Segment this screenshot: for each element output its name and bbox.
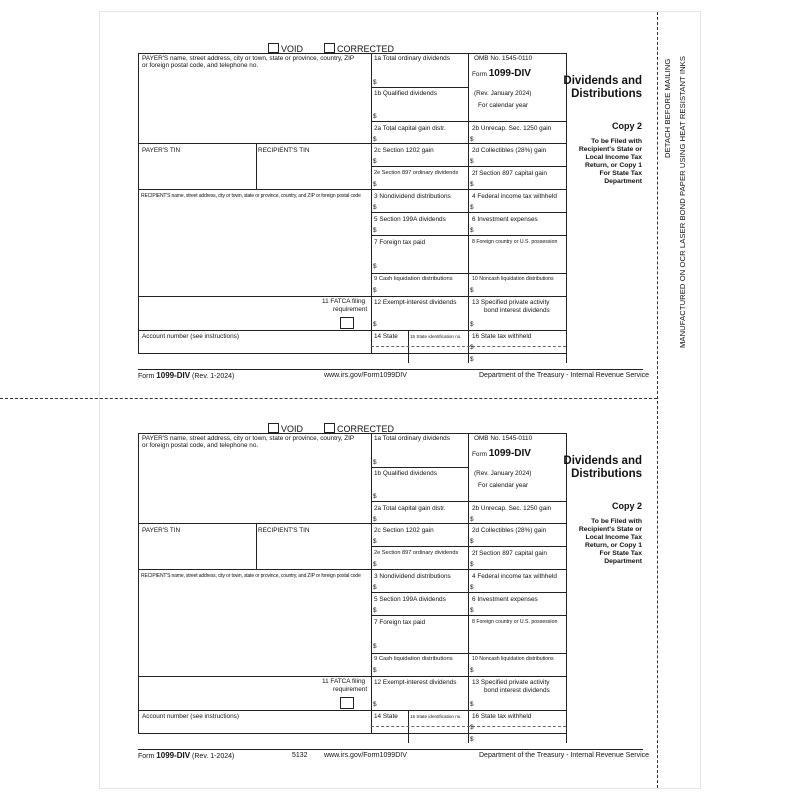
box-1b-label: 1b Qualified dividends (374, 470, 437, 477)
box-4-label: 4 Federal income tax withheld (472, 193, 557, 200)
box-12-dollar: $ (373, 701, 377, 708)
void-checkbox[interactable] (268, 423, 279, 433)
box-3-label: 3 Nondividend distributions (374, 573, 451, 580)
box-16-label: 16 State tax withheld (472, 333, 532, 340)
revision-date: (Rev. January 2024) (474, 470, 532, 477)
payer-name-label: PAYER'S name, street address, city or town, state or province, country, ZIP (142, 55, 355, 62)
detach-label: DETACH BEFORE MAILING (663, 58, 672, 158)
account-number-label: Account number (see instructions) (142, 333, 239, 340)
box-14-label: 14 State (374, 333, 398, 340)
box-1b-dollar: $ (373, 113, 377, 120)
box-15-label: 15 State identification no. (410, 714, 462, 719)
corrected-label: CORRECTED (337, 44, 395, 54)
payer-name-label-2: or foreign postal code, and telephone no. (142, 442, 259, 449)
box-10-dollar: $ (470, 667, 474, 674)
box-1a-label: 1a Total ordinary dividends (374, 435, 450, 442)
box-1a-dollar: $ (373, 79, 377, 86)
detach-perforation-horizontal (0, 398, 657, 399)
box-2b-label: 2b Unrecap. Sec. 1250 gain (472, 505, 552, 512)
fatca-label: 11 FATCA filing (322, 678, 366, 685)
box-9-label: 9 Cash liquidation distributions (374, 276, 453, 282)
box-6-label: 6 Investment expenses (472, 596, 538, 603)
footer-department: Department of the Treasury - Internal Revenue Service (479, 752, 650, 759)
footer-revision: (Rev. 1-2024) (192, 753, 235, 760)
calendar-year-label: For calendar year (478, 482, 529, 489)
box-13-label-2: bond interest dividends (484, 687, 550, 694)
box-2d-label: 2d Collectibles (28%) gain (472, 527, 547, 534)
recipient-tin-field[interactable] (258, 155, 368, 187)
corrected-checkbox[interactable] (324, 43, 335, 53)
box-16-dollar: $ (470, 724, 474, 731)
box-2f-label: 2f Section 897 capital gain (472, 170, 547, 177)
form-name: 1099-DIV (488, 68, 531, 79)
form-title: Dividends and Distributions (563, 455, 642, 480)
box-12-dollar: $ (373, 321, 377, 328)
box-16-dollar-2: $ (470, 356, 474, 363)
box-2f-label: 2f Section 897 capital gain (472, 550, 547, 557)
box-4-label: 4 Federal income tax withheld (472, 573, 557, 580)
corrected-label: CORRECTED (337, 424, 395, 434)
box-2d-dollar: $ (470, 538, 474, 545)
footer-code: 5132 (292, 752, 308, 759)
corrected-checkbox[interactable] (324, 423, 335, 433)
box-10-label: 10 Noncash liquidation distributions (472, 656, 554, 662)
payer-name-label-2: or foreign postal code, and telephone no. (142, 62, 259, 69)
box-2d-dollar: $ (470, 158, 474, 165)
payer-tin-field[interactable] (140, 535, 254, 567)
box-2b-dollar: $ (470, 516, 474, 523)
box-2a-dollar: $ (373, 516, 377, 523)
box-2c-dollar: $ (373, 158, 377, 165)
calendar-year-label: For calendar year (478, 102, 529, 109)
box-13-label-2: bond interest dividends (484, 307, 550, 314)
fatca-label-2: requirement (333, 686, 368, 693)
footer-url[interactable]: www.irs.gov/Form1099DIV (324, 752, 407, 759)
revision-date: (Rev. January 2024) (474, 90, 532, 97)
calendar-year-field[interactable] (470, 110, 564, 120)
box-3-label: 3 Nondividend distributions (374, 193, 451, 200)
footer-form-name: 1099-DIV (156, 371, 191, 380)
payer-tin-label: PAYER'S TIN (142, 527, 181, 534)
account-number-field[interactable] (140, 721, 368, 732)
recipient-tin-label: RECIPIENT'S TIN (258, 147, 310, 154)
footer-form-name: 1099-DIV (156, 751, 191, 760)
void-label: VOID (281, 44, 304, 54)
manufacture-note: MANUFACTURED ON OCR LASER BOND PAPER USING HEAT RESISTANT INKS (678, 56, 687, 348)
box-13-dollar: $ (470, 701, 474, 708)
recipient-tin-label: RECIPIENT'S TIN (258, 527, 310, 534)
box-15-label: 15 State identification no. (410, 334, 462, 339)
box-5-label: 5 Section 199A dividends (374, 596, 446, 603)
fatca-label-2: requirement (333, 306, 368, 313)
box-7-dollar: $ (373, 643, 377, 650)
box-2b-dollar: $ (470, 136, 474, 143)
void-label: VOID (281, 424, 304, 434)
box-5-dollar: $ (373, 227, 377, 234)
box-2f-dollar: $ (470, 181, 474, 188)
box-9-label: 9 Cash liquidation distributions (374, 656, 453, 662)
box-2a-label: 2a Total capital gain distr. (374, 125, 446, 132)
box-5-label: 5 Section 199A dividends (374, 216, 446, 223)
box-2c-label: 2c Section 1202 gain (374, 527, 434, 534)
footer-revision: (Rev. 1-2024) (192, 373, 235, 380)
box-2f-dollar: $ (470, 561, 474, 568)
box-1a-label: 1a Total ordinary dividends (374, 55, 450, 62)
box-5-dollar: $ (373, 607, 377, 614)
footer-form-prefix: Form (138, 373, 155, 380)
box-10-label: 10 Noncash liquidation distributions (472, 276, 554, 282)
form-name: 1099-DIV (488, 448, 531, 459)
box-9-dollar: $ (373, 667, 377, 674)
box-7-label: 7 Foreign tax paid (374, 239, 426, 246)
box-14-label: 14 State (374, 713, 398, 720)
form-title: Dividends and Distributions (563, 75, 642, 100)
box-13-label: 13 Specified private activity (472, 679, 550, 686)
copy-instructions: To be Filed with Recipient's State or Local Income Tax Return, or Copy 1 For State Tax Department (578, 518, 642, 565)
box-10-dollar: $ (470, 287, 474, 294)
payer-name-label: PAYER'S name, street address, city or town, state or province, country, ZIP (142, 435, 355, 442)
box-2b-label: 2b Unrecap. Sec. 1250 gain (472, 125, 552, 132)
box-16-label: 16 State tax withheld (472, 713, 532, 720)
copy-label: Copy 2 (611, 121, 642, 131)
box-9-dollar: $ (373, 287, 377, 294)
form-copy-top (138, 43, 650, 383)
box-13-label: 13 Specified private activity (472, 299, 550, 306)
footer-url[interactable]: www.irs.gov/Form1099DIV (324, 372, 407, 379)
form-prefix: Form (472, 451, 487, 458)
fatca-checkbox[interactable] (340, 317, 354, 329)
box-6-dollar: $ (470, 607, 474, 614)
box-2e-dollar: $ (373, 181, 377, 188)
box-8-label: 8 Foreign country or U.S. possession (472, 239, 558, 245)
account-number-field[interactable] (140, 341, 368, 352)
footer-form-prefix: Form (138, 753, 155, 760)
box-2e-label: 2e Section 897 ordinary dividends (374, 170, 459, 176)
box-1b-label: 1b Qualified dividends (374, 90, 437, 97)
form-copy-bottom (138, 423, 650, 763)
box-8-label: 8 Foreign country or U.S. possession (472, 619, 558, 625)
recipient-name-label: RECIPIENT'S name, street address, city or town, state or province, country, and ZIP or foreign postal code (141, 573, 361, 579)
fatca-checkbox[interactable] (340, 697, 354, 709)
recipient-name-field[interactable] (140, 201, 368, 293)
calendar-year-field[interactable] (470, 490, 564, 500)
box-2c-dollar: $ (373, 538, 377, 545)
box-1b-dollar: $ (373, 493, 377, 500)
box-4-dollar: $ (470, 584, 474, 591)
box-2e-dollar: $ (373, 561, 377, 568)
box-2a-label: 2a Total capital gain distr. (374, 505, 446, 512)
box-3-dollar: $ (373, 584, 377, 591)
box-2a-dollar: $ (373, 136, 377, 143)
detach-perforation-vertical (657, 12, 658, 788)
box-12-label: 12 Exempt-interest dividends (374, 679, 457, 686)
box-16-dollar-2: $ (470, 736, 474, 743)
box-7-dollar: $ (373, 263, 377, 270)
box-13-dollar: $ (470, 321, 474, 328)
payer-tin-field[interactable] (140, 155, 254, 187)
form-prefix: Form (472, 71, 487, 78)
box-12-label: 12 Exempt-interest dividends (374, 299, 457, 306)
box-6-dollar: $ (470, 227, 474, 234)
omb-number: OMB No. 1545-0110 (474, 435, 533, 442)
payer-tin-label: PAYER'S TIN (142, 147, 181, 154)
payer-name-field[interactable] (140, 71, 368, 141)
recipient-name-label: RECIPIENT'S name, street address, city or town, state or province, country, and ZIP or foreign postal code (141, 193, 361, 199)
fatca-label: 11 FATCA filing (322, 298, 366, 305)
void-checkbox[interactable] (268, 43, 279, 53)
omb-number: OMB No. 1545-0110 (474, 55, 533, 62)
box-2d-label: 2d Collectibles (28%) gain (472, 147, 547, 154)
copy-label: Copy 2 (611, 501, 642, 511)
payer-name-field[interactable] (140, 451, 368, 521)
box-7-label: 7 Foreign tax paid (374, 619, 426, 626)
box-2c-label: 2c Section 1202 gain (374, 147, 434, 154)
box-3-dollar: $ (373, 204, 377, 211)
box-2e-label: 2e Section 897 ordinary dividends (374, 550, 459, 556)
recipient-tin-field[interactable] (258, 535, 368, 567)
footer-department: Department of the Treasury - Internal Revenue Service (479, 372, 650, 379)
box-1a-dollar: $ (373, 459, 377, 466)
box-6-label: 6 Investment expenses (472, 216, 538, 223)
box-4-dollar: $ (470, 204, 474, 211)
box-16-dollar: $ (470, 344, 474, 351)
copy-instructions: To be Filed with Recipient's State or Local Income Tax Return, or Copy 1 For State Tax Department (578, 138, 642, 185)
account-number-label: Account number (see instructions) (142, 713, 239, 720)
recipient-name-field[interactable] (140, 581, 368, 673)
